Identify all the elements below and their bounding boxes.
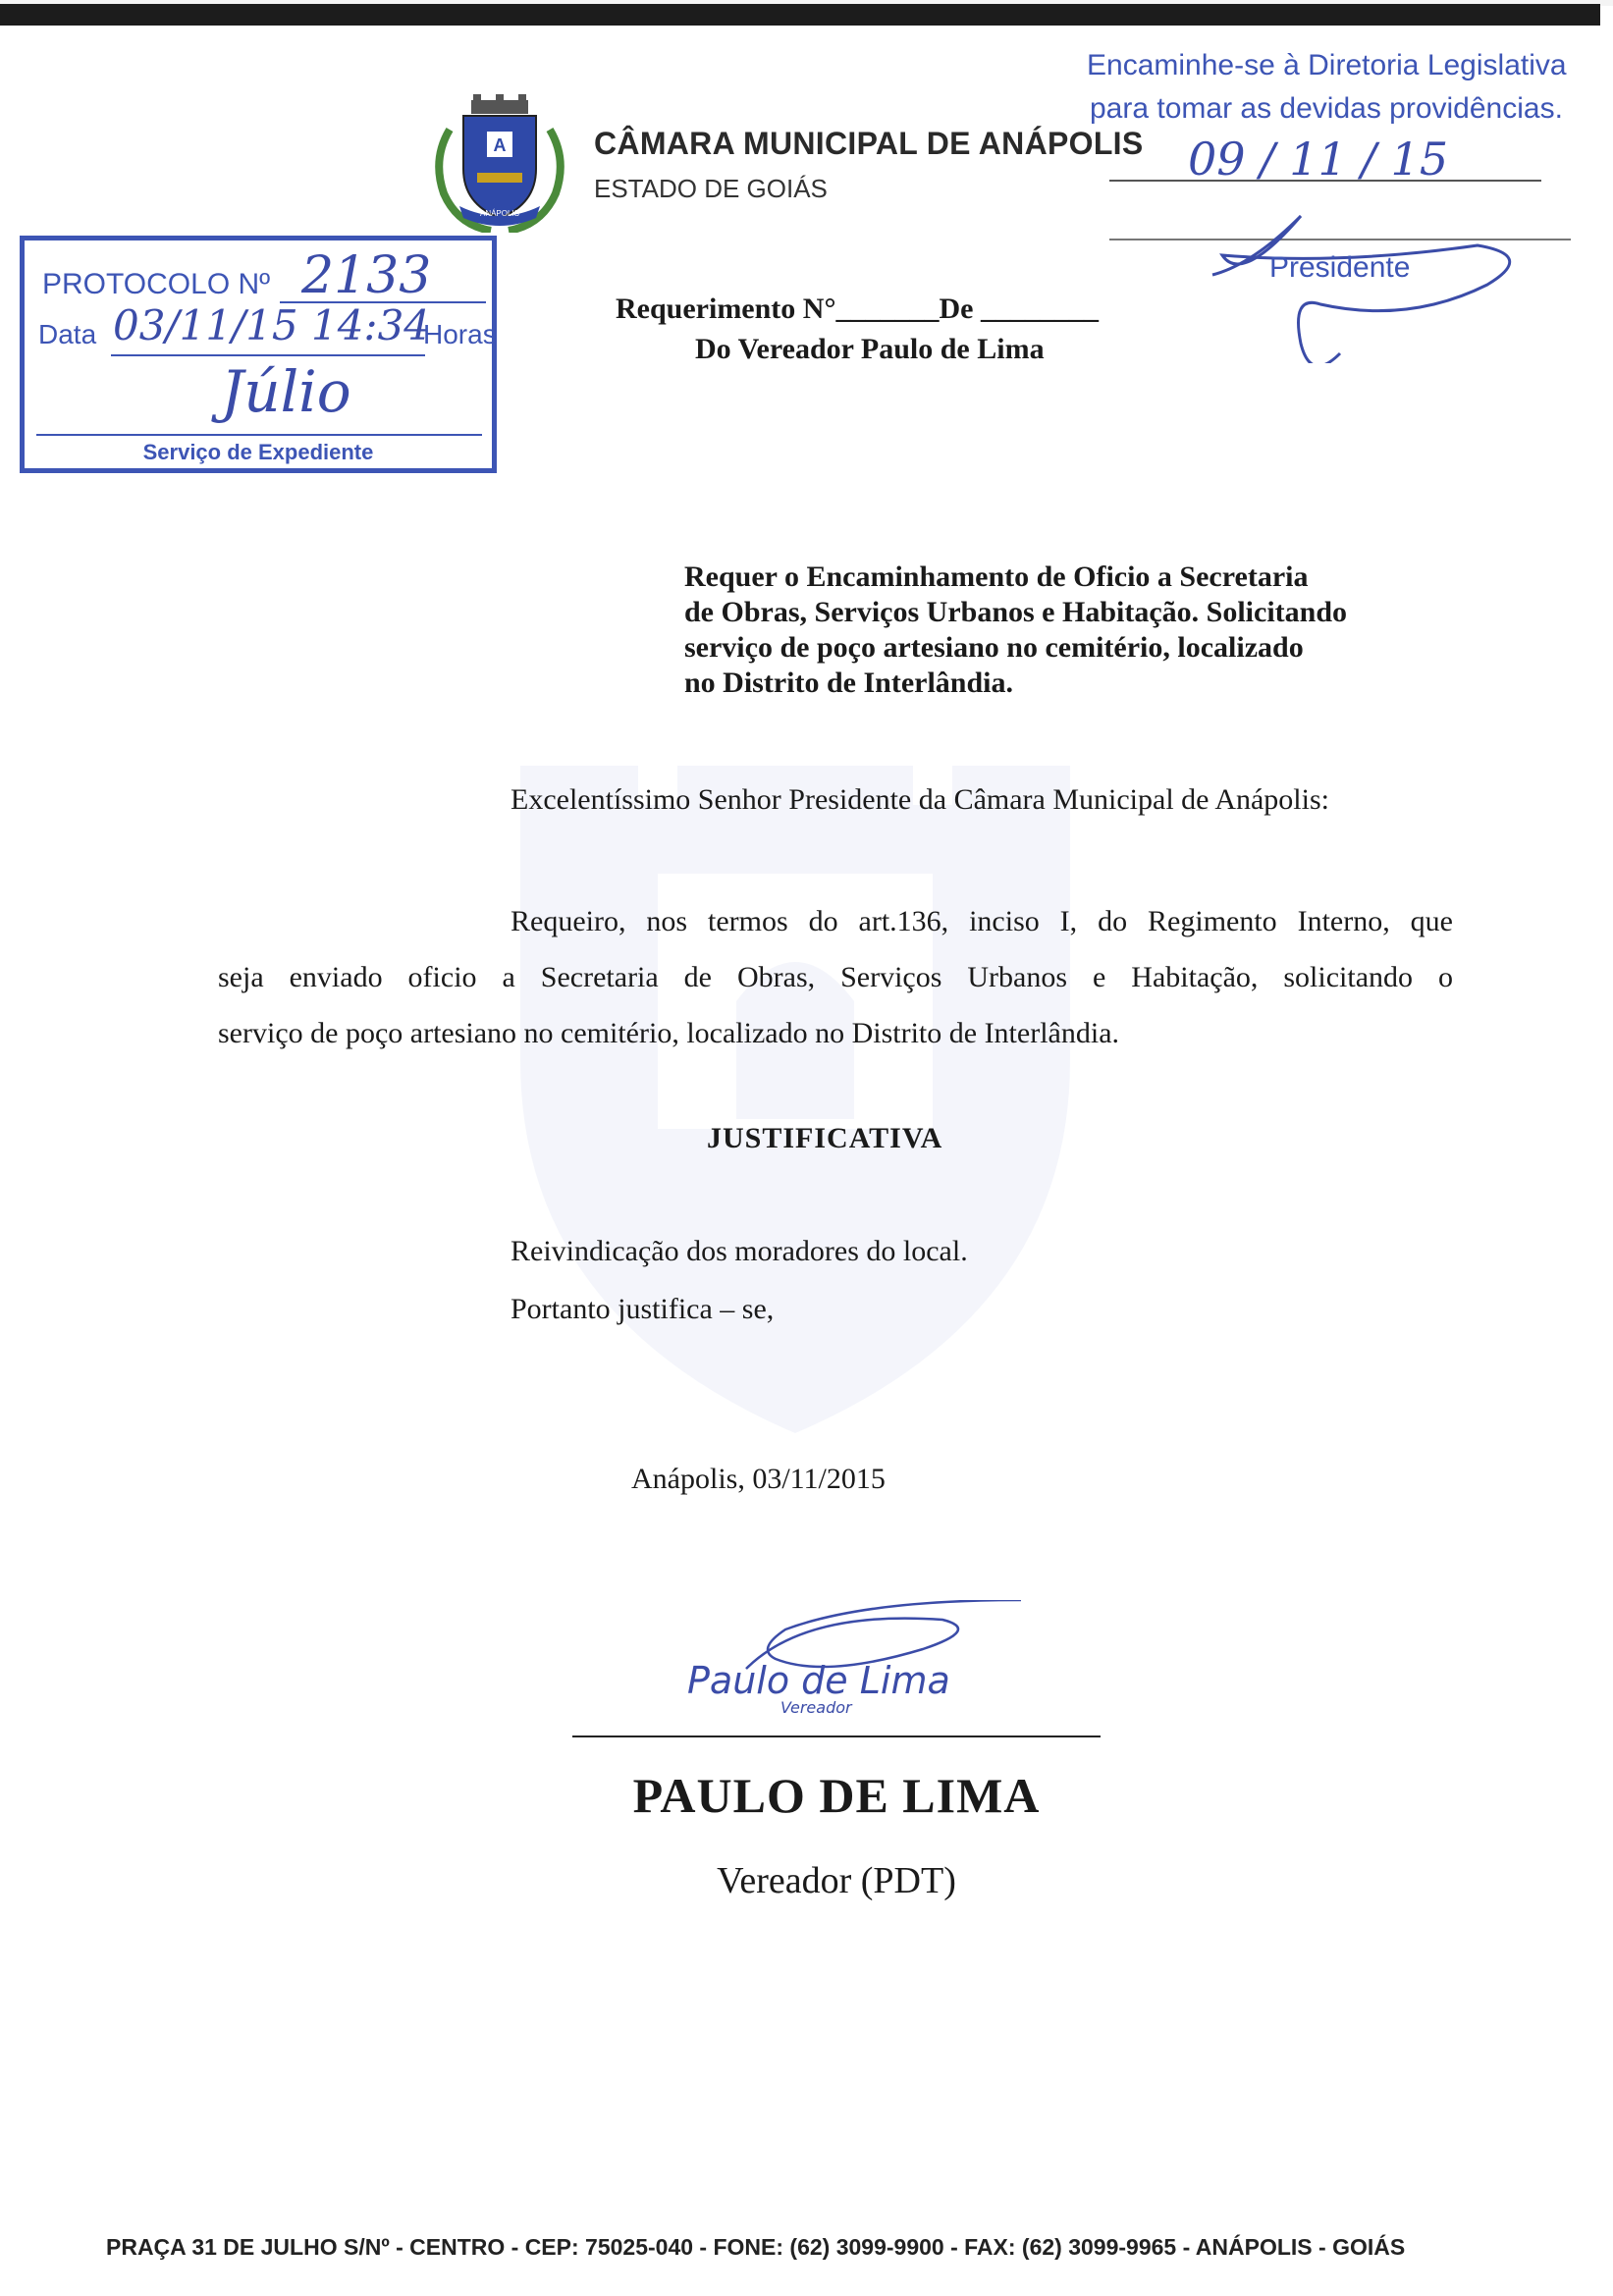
- svg-text:A: A: [493, 135, 507, 155]
- summary-line: Requer o Encaminhamento de Oficio a Secretaria: [684, 561, 1309, 593]
- request-author: Do Vereador Paulo de Lima: [695, 333, 1045, 365]
- justification-line: Portanto justifica – se,: [511, 1293, 775, 1325]
- institution-state: ESTADO DE GOIÁS: [594, 174, 828, 203]
- request-summary: [684, 560, 1470, 701]
- signature-stamp-name: Paulo de Lima: [687, 1659, 950, 1702]
- signer-role: Vereador (PDT): [717, 1860, 956, 1901]
- watermark-crest-icon: [481, 726, 1109, 1433]
- dispatch-date: 09 / 11 / 15: [1188, 133, 1449, 186]
- protocol-signature: Júlio: [221, 358, 351, 425]
- dispatch-line-2: para tomar as devidas providências.: [1090, 92, 1563, 125]
- president-label: Presidente: [1269, 251, 1411, 284]
- justification-title: JUSTIFICATIVA: [707, 1122, 943, 1154]
- signer-name: PAULO DE LIMA: [632, 1768, 1041, 1823]
- place-date: Anápolis, 03/11/2015: [631, 1463, 886, 1495]
- signature-line: [572, 1735, 1101, 1737]
- protocol-signature-line: [36, 434, 482, 436]
- salutation: Excelentíssimo Senhor Presidente da Câmara Municipal de Anápolis:: [511, 783, 1329, 816]
- protocol-date-line: [111, 354, 425, 356]
- protocol-label: PROTOCOLO Nº: [42, 268, 271, 300]
- signature-stamp-role: Vereador: [780, 1698, 852, 1717]
- protocol-footer: Serviço de Expediente: [142, 440, 374, 464]
- municipal-crest-icon: [430, 90, 569, 233]
- signature-stamp: [677, 1600, 1021, 1718]
- body-line: seja enviado oficio a Secretaria de Obras, Serviços Urbanos e Habitação, solicitando o: [218, 961, 1453, 993]
- body-line: serviço de poço artesiano no cemitério, localizado no Distrito de Interlândia.: [218, 1017, 1120, 1049]
- summary-line: serviço de poço artesiano no cemitério, localizado: [684, 631, 1304, 664]
- dispatch-date-line: [1109, 180, 1541, 182]
- request-number: Requerimento N°_______De ________: [616, 293, 1099, 325]
- footer-address: PRAÇA 31 DE JULHO S/Nº - CENTRO - CEP: 75025-040 - FONE: (62) 3099-9900 - FAX: (62) 3099-9965 - ANÁPOLIS - GOIÁS: [106, 2234, 1406, 2260]
- protocol-date-label: Data: [38, 319, 97, 349]
- justification-line: Reivindicação dos moradores do local.: [511, 1235, 968, 1267]
- crest-label: ANÁPOLIS: [479, 209, 520, 218]
- institution-name: CÂMARA MUNICIPAL DE ANÁPOLIS: [594, 126, 1144, 161]
- protocol-hours-label: Horas: [423, 319, 497, 349]
- body-paragraph: [218, 893, 1453, 1061]
- dispatch-line-1: Encaminhe-se à Diretoria Legislativa: [1087, 49, 1567, 81]
- body-line: Requeiro, nos termos do art.136, inciso I, do Regimento Interno, que: [511, 905, 1453, 937]
- summary-line: no Distrito de Interlândia.: [684, 667, 1014, 699]
- protocol-date-value: 03/11/15 14:34: [113, 301, 431, 349]
- protocol-number: 2133: [301, 246, 432, 305]
- protocol-stamp: [20, 236, 497, 473]
- summary-line: de Obras, Serviços Urbanos e Habitação. Solicitando: [684, 596, 1348, 628]
- scan-top-bar: [0, 4, 1600, 26]
